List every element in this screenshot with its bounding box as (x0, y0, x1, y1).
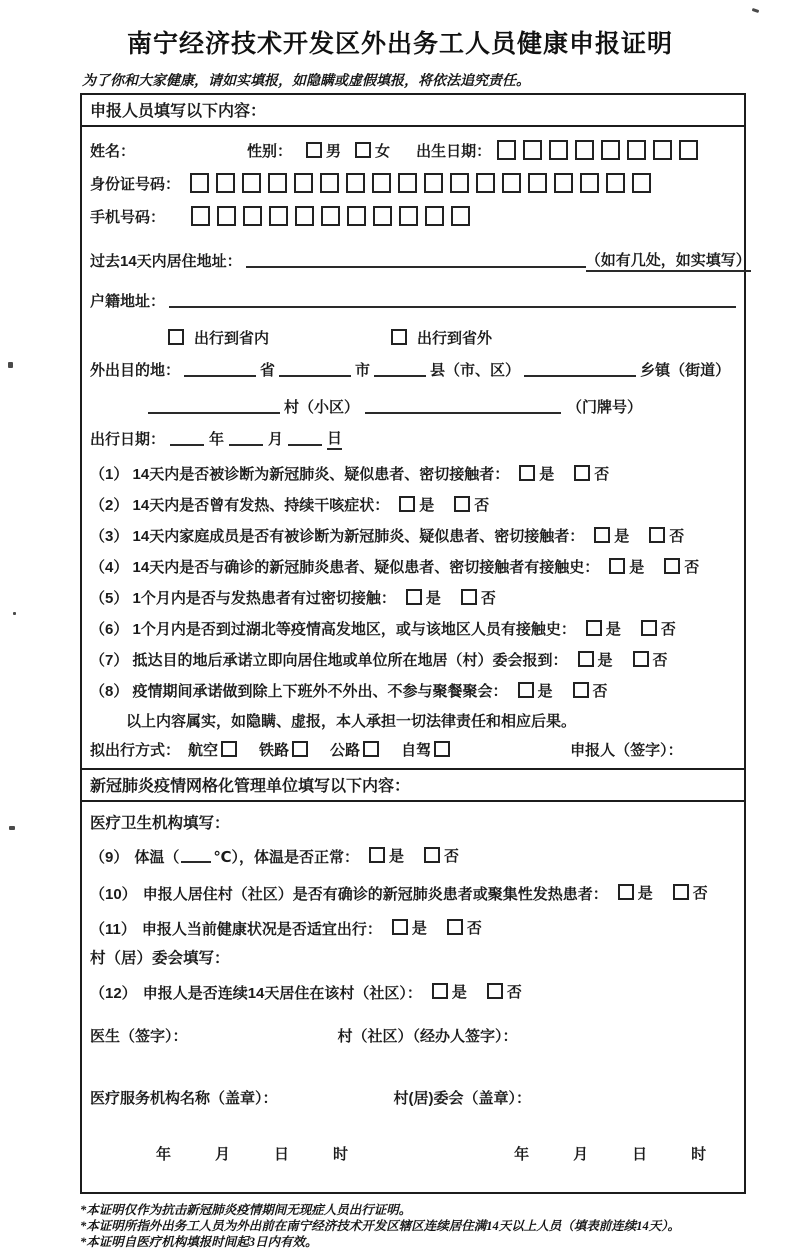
id-digit-box[interactable] (450, 173, 469, 193)
scan-speck (13, 612, 16, 615)
birthdate-box-grid (497, 140, 705, 160)
id-digit-box[interactable] (580, 173, 599, 193)
question-row (90, 462, 736, 484)
phone-digit-box[interactable] (347, 206, 366, 226)
datetime-row (90, 1140, 736, 1166)
travel-mode-name: 铁路 (259, 741, 290, 759)
warning-text: 为了你和大家健康，请如实填报，如隐瞒或虚假填报，将依法追究责任。 (82, 74, 530, 89)
yes-checkbox[interactable] (399, 496, 415, 512)
id-digit-box[interactable] (476, 173, 495, 193)
question-10-text: 申报人居住村（社区）是否有确诊的新冠肺炎患者或聚集性发热患者： (142, 885, 608, 903)
id-number-box-grid (190, 173, 658, 193)
committee-seal-label: 村(居)委会（盖章）： (393, 1089, 532, 1107)
phone-digit-box[interactable] (191, 206, 210, 226)
no-option[interactable] (447, 917, 482, 938)
yes-checkbox[interactable] (609, 558, 625, 574)
no-label: 否 (480, 589, 496, 607)
no-checkbox[interactable] (633, 651, 649, 667)
yes-no-options (518, 680, 608, 701)
yes-label: 是 (389, 847, 405, 865)
temperature-field[interactable] (181, 849, 211, 863)
travel-month-field[interactable] (229, 430, 263, 446)
yes-no-options (519, 463, 609, 484)
yes-option[interactable] (399, 494, 434, 515)
village-committee-subheader: 村（居）委会填写： (90, 950, 230, 967)
section1-header: 申报人员填写以下内容： (82, 95, 744, 127)
no-option[interactable] (673, 882, 708, 903)
footnote-line: *本证明仅作为抗击新冠肺炎疫情期间无现症人员出行证明。 (80, 1203, 412, 1217)
yes-label: 是 (637, 884, 653, 902)
question-text: （8） 疫情期间承诺做到除上下班外不外出、不参与聚餐聚会： (90, 682, 508, 700)
id-digit-box[interactable] (502, 173, 521, 193)
id-digit-box[interactable] (424, 173, 443, 193)
address-14days-label: 过去14天内居住地址： (90, 252, 242, 270)
no-option[interactable] (664, 556, 699, 577)
year-unit-label: 年 (209, 430, 225, 448)
question-row (90, 555, 736, 577)
scan-speck (9, 826, 15, 830)
id-digit-box[interactable] (528, 173, 547, 193)
no-checkbox[interactable] (649, 527, 665, 543)
yes-label: 是 (537, 682, 553, 700)
phone-digit-box[interactable] (243, 206, 262, 226)
question-11-text: 申报人当前健康状况是否适宜出行： (141, 920, 382, 938)
yes-label: 是 (419, 496, 435, 514)
phone-digit-box[interactable] (425, 206, 444, 226)
yes-option[interactable] (518, 680, 553, 701)
travel-out-province-label: 出行到省外 (417, 329, 493, 347)
question-row (90, 679, 736, 701)
datetime-unit: 日 (632, 1145, 648, 1163)
yes-checkbox[interactable] (519, 465, 535, 481)
no-label: 否 (594, 465, 610, 483)
destination-county-field[interactable] (374, 361, 426, 377)
id-digit-box[interactable] (294, 173, 313, 193)
question-10-yesno (608, 882, 708, 905)
travel-mode-name: 航空 (188, 741, 219, 759)
no-label: 否 (444, 847, 460, 865)
travel-mode-options (188, 739, 450, 760)
phone-digit-box[interactable] (451, 206, 470, 226)
birthdate-digit-box[interactable] (601, 140, 620, 160)
phone-number-row (90, 201, 736, 231)
no-option[interactable] (633, 649, 668, 670)
yes-no-options (578, 649, 668, 670)
datetime-unit: 日 (274, 1145, 290, 1163)
travel-mode-checkbox[interactable] (363, 741, 379, 757)
yes-label: 是 (451, 983, 467, 1001)
travel-mode-option[interactable] (330, 739, 379, 760)
county-unit-label: 县（市、区） (430, 361, 521, 379)
no-option[interactable] (487, 981, 522, 1002)
section2-body (82, 802, 744, 1192)
yes-no-options (369, 845, 459, 866)
signature-row (90, 1022, 736, 1048)
question-text: （6） 1个月内是否到过湖北等疫情高发地区，或与该地区人员有接触史： (90, 620, 576, 638)
address-14days-row (90, 246, 751, 274)
page-title: 南宁经济技术开发区外出务工人员健康申报证明 (126, 30, 673, 58)
travel-year-field[interactable] (170, 430, 204, 446)
no-label: 否 (474, 496, 490, 514)
birthdate-digit-box[interactable] (627, 140, 646, 160)
question-11-row (90, 914, 736, 942)
question-text: （1） 14天内是否被诊断为新冠肺炎、疑似患者、密切接触者： (90, 465, 510, 483)
footnote-line: *本证明所指外出务工人员为外出前在南宁经济技术开发区辖区连续居住满14天以上人员（填表前连续14天）。 (80, 1219, 681, 1233)
footnote-list (80, 1202, 800, 1250)
section1-body (82, 127, 751, 768)
destination-row (90, 355, 736, 383)
houseno-unit-label: （门牌号） (567, 398, 643, 416)
phone-digit-box[interactable] (373, 206, 392, 226)
no-option[interactable] (574, 463, 609, 484)
no-checkbox[interactable] (487, 983, 503, 999)
phone-digit-box[interactable] (321, 206, 340, 226)
id-digit-box[interactable] (372, 173, 391, 193)
travel-mode-checkbox[interactable] (221, 741, 237, 757)
yes-checkbox[interactable] (594, 527, 610, 543)
no-label: 否 (466, 919, 482, 937)
gender-female-option[interactable] (355, 140, 390, 161)
travel-mode-name: 公路 (330, 741, 361, 759)
medical-org-seal-label: 医疗服务机构名称（盖章）： (90, 1089, 278, 1107)
day-unit-label: 日 (327, 427, 342, 450)
id-digit-box[interactable] (216, 173, 235, 193)
declarant-signature-label: 申报人（签字）： (570, 741, 683, 759)
name-label: 姓名： (90, 142, 136, 160)
datetime-unit: 时 (333, 1145, 349, 1163)
question-text: （4） 14天内是否与确诊的新冠肺炎患者、疑似患者、密切接触者有接触史： (90, 558, 600, 576)
no-checkbox[interactable] (461, 589, 477, 605)
travel-mode-option[interactable] (401, 739, 450, 760)
question-10-row (90, 878, 736, 908)
question-text: （2） 14天内是否曾有发热、持续干咳症状： (90, 496, 390, 514)
yes-no-options (586, 618, 676, 639)
city-unit-label: 市 (355, 361, 371, 379)
no-option[interactable] (649, 525, 684, 546)
registered-address-field[interactable] (169, 292, 736, 308)
yes-option[interactable] (392, 917, 427, 938)
yes-option[interactable] (406, 587, 441, 608)
no-checkbox[interactable] (573, 682, 589, 698)
yes-no-options (594, 525, 684, 546)
town-unit-label: 乡镇（街道） (640, 361, 731, 379)
id-digit-box[interactable] (190, 173, 209, 193)
yes-option[interactable] (594, 525, 629, 546)
yes-no-options (406, 587, 496, 608)
travel-in-province-option[interactable] (168, 327, 269, 348)
id-digit-box[interactable] (606, 173, 625, 193)
yes-checkbox[interactable] (586, 620, 602, 636)
no-label: 否 (506, 983, 522, 1001)
section2-header: 新冠肺炎疫情网格化管理单位填写以下内容： (82, 768, 744, 802)
datetime-unit: 年 (514, 1145, 530, 1163)
destination-city-field[interactable] (279, 361, 351, 377)
no-option[interactable] (641, 618, 676, 639)
gender-label: 性别： (247, 142, 293, 160)
month-unit-label: 月 (268, 430, 284, 448)
travel-mode-name: 自驾 (401, 741, 432, 759)
registered-address-label: 户籍地址： (90, 292, 166, 310)
travel-mode-label: 拟出行方式： (90, 741, 181, 759)
male-checkbox[interactable] (306, 142, 322, 158)
no-checkbox[interactable] (641, 620, 657, 636)
female-checkbox[interactable] (355, 142, 371, 158)
no-label: 否 (692, 884, 708, 902)
yes-checkbox[interactable] (518, 682, 534, 698)
phone-box-grid (191, 206, 477, 226)
yes-option[interactable] (578, 649, 613, 670)
destination-label: 外出目的地： (90, 361, 181, 379)
yes-checkbox[interactable] (432, 983, 448, 999)
question-12-text: 申报人是否连续14天居住在该村（社区）： (142, 984, 422, 1002)
travel-scope-row (90, 323, 736, 351)
phone-digit-box[interactable] (295, 206, 314, 226)
question-text: （7） 抵达目的地后承诺立即向居住地或单位所在地居（村）委会报到： (90, 651, 568, 669)
yes-label: 是 (605, 620, 621, 638)
datetime-unit: 时 (691, 1145, 707, 1163)
yes-no-options (609, 556, 699, 577)
birthdate-digit-box[interactable] (575, 140, 594, 160)
question-list (90, 462, 736, 701)
id-number-row (90, 168, 736, 198)
scan-speck (8, 362, 13, 368)
committee-datetime (514, 1143, 706, 1164)
travel-out-province-checkbox[interactable] (391, 329, 407, 345)
id-digit-box[interactable] (346, 173, 365, 193)
footnote-line: *本证明自医疗机构填报时间起3日内有效。 (80, 1235, 318, 1249)
name-gender-birth-row (90, 135, 736, 165)
doctor-signature-label: 医生（签字）： (90, 1027, 188, 1045)
no-label: 否 (669, 527, 685, 545)
no-checkbox[interactable] (574, 465, 590, 481)
datetime-unit: 月 (573, 1145, 589, 1163)
no-label: 否 (660, 620, 676, 638)
no-checkbox[interactable] (454, 496, 470, 512)
yes-option[interactable] (369, 845, 404, 866)
datetime-unit: 年 (156, 1145, 172, 1163)
question-row (90, 586, 736, 608)
no-option[interactable] (461, 587, 496, 608)
no-label: 否 (652, 651, 668, 669)
travel-out-province-option[interactable] (391, 327, 492, 348)
yes-label: 是 (614, 527, 630, 545)
travel-date-label: 出行日期： (90, 430, 166, 448)
datetime-unit: 月 (215, 1145, 231, 1163)
travel-mode-row (90, 736, 736, 762)
travel-mode-option[interactable] (188, 739, 237, 760)
yes-option[interactable] (519, 463, 554, 484)
no-checkbox[interactable] (447, 919, 463, 935)
gender-male-option[interactable] (306, 140, 341, 161)
question-12-number: （12） (90, 984, 137, 1002)
yes-checkbox[interactable] (406, 589, 422, 605)
village-signature-label: 村（社区）（经办人签字）： (337, 1027, 518, 1045)
yes-option[interactable] (586, 618, 621, 639)
question-12-yesno (422, 981, 522, 1004)
travel-date-row (90, 424, 736, 452)
no-checkbox[interactable] (673, 884, 689, 900)
id-digit-box[interactable] (554, 173, 573, 193)
question-row (90, 617, 736, 639)
registered-address-row (90, 286, 736, 314)
yes-no-options (392, 917, 482, 938)
yes-no-options (399, 494, 489, 515)
no-label: 否 (592, 682, 608, 700)
destination-houseno-field[interactable] (365, 398, 561, 414)
no-option[interactable] (424, 845, 459, 866)
yes-option[interactable] (618, 882, 653, 903)
medical-datetime (156, 1143, 348, 1164)
yes-label: 是 (629, 558, 645, 576)
seal-row (90, 1084, 736, 1110)
id-number-label: 身份证号码： (90, 175, 181, 193)
destination-village-field[interactable] (148, 398, 280, 414)
question-12-row (90, 978, 736, 1006)
female-label: 女 (375, 142, 391, 160)
address-14days-note: （如有几处，如实填写） (586, 249, 751, 272)
travel-mode-checkbox[interactable] (434, 741, 450, 757)
question-9-row (90, 841, 736, 871)
yes-option[interactable] (609, 556, 644, 577)
birthdate-digit-box[interactable] (497, 140, 516, 160)
male-label: 男 (326, 142, 342, 160)
address-14days-field[interactable] (246, 252, 586, 268)
province-unit-label: 省 (260, 361, 276, 379)
yes-checkbox[interactable] (369, 847, 385, 863)
question-9-yesno (359, 845, 459, 868)
yes-checkbox[interactable] (392, 919, 408, 935)
question-9-number: （9） (90, 848, 129, 866)
question-9-post: ℃），体温是否正常： (213, 848, 360, 866)
travel-mode-option[interactable] (259, 739, 308, 760)
no-option[interactable] (573, 680, 608, 701)
id-digit-box[interactable] (268, 173, 287, 193)
village-unit-label: 村（小区） (284, 398, 360, 416)
birthdate-digit-box[interactable] (523, 140, 542, 160)
travel-in-province-label: 出行到省内 (194, 329, 270, 347)
yes-no-options (432, 981, 522, 1002)
question-row (90, 648, 736, 670)
truth-statement: 以上内容属实，如隐瞒、虚报，本人承担一切法律责任和相应后果。 (126, 713, 577, 730)
question-11-yesno (382, 917, 482, 940)
question-9-pre: 体温（ (134, 848, 180, 866)
id-digit-box[interactable] (242, 173, 261, 193)
birthdate-digit-box[interactable] (679, 140, 698, 160)
question-text: （3） 14天内家庭成员是否有被诊断为新冠肺炎、疑似患者、密切接触者： (90, 527, 585, 545)
no-checkbox[interactable] (424, 847, 440, 863)
id-digit-box[interactable] (320, 173, 339, 193)
form-table (80, 93, 751, 1194)
question-10-number: （10） (90, 885, 137, 903)
yes-option[interactable] (432, 981, 467, 1002)
travel-in-province-checkbox[interactable] (168, 329, 184, 345)
phone-digit-box[interactable] (399, 206, 418, 226)
birthdate-label: 出生日期： (416, 142, 492, 160)
yes-label: 是 (411, 919, 427, 937)
yes-checkbox[interactable] (618, 884, 634, 900)
no-label: 否 (684, 558, 700, 576)
no-checkbox[interactable] (664, 558, 680, 574)
birthdate-digit-box[interactable] (653, 140, 672, 160)
id-digit-box[interactable] (398, 173, 417, 193)
phone-digit-box[interactable] (269, 206, 288, 226)
destination-row-2 (90, 392, 736, 420)
question-row (90, 524, 736, 546)
yes-checkbox[interactable] (578, 651, 594, 667)
question-text: （5） 1个月内是否与发热患者有过密切接触： (90, 589, 396, 607)
question-11-number: （11） (90, 920, 136, 938)
yes-label: 是 (425, 589, 441, 607)
phone-digit-box[interactable] (217, 206, 236, 226)
id-digit-box[interactable] (632, 173, 651, 193)
phone-number-label: 手机号码： (90, 208, 166, 226)
no-option[interactable] (454, 494, 489, 515)
yes-label: 是 (539, 465, 555, 483)
destination-province-field[interactable] (184, 361, 256, 377)
question-row (90, 493, 736, 515)
travel-day-field[interactable] (288, 430, 322, 446)
travel-mode-checkbox[interactable] (292, 741, 308, 757)
birthdate-digit-box[interactable] (549, 140, 568, 160)
yes-no-options (618, 882, 708, 903)
medical-org-subheader: 医疗卫生机构填写： (90, 815, 230, 832)
destination-town-field[interactable] (524, 361, 636, 377)
yes-label: 是 (597, 651, 613, 669)
